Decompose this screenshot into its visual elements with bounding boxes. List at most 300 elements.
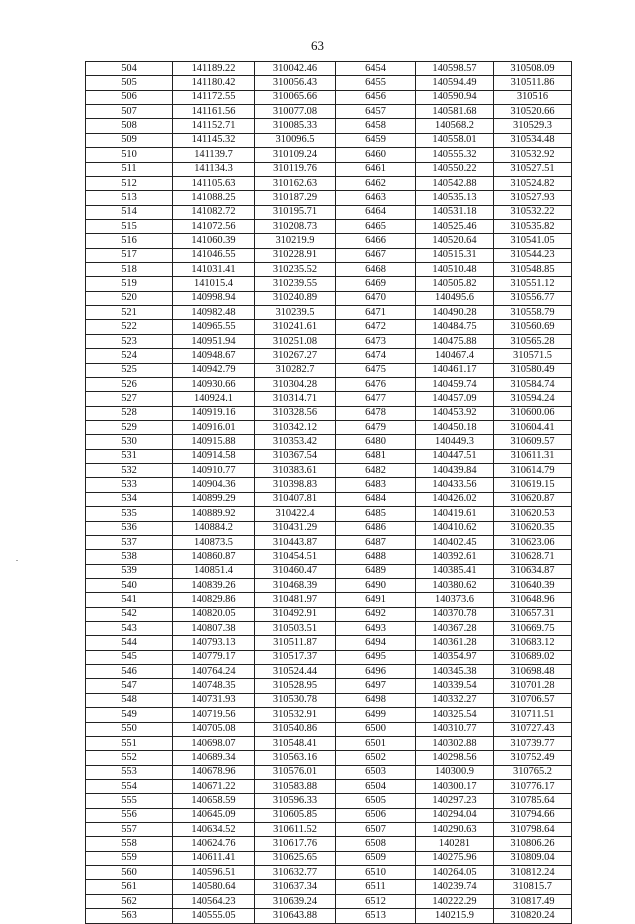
- cell-point-number: 6461: [336, 162, 416, 176]
- cell-x-coordinate: 140910.77: [173, 464, 255, 478]
- cell-x-coordinate: 140426.02: [416, 492, 494, 506]
- cell-y-coordinate: 310516: [494, 90, 572, 104]
- cell-x-coordinate: 140555.05: [173, 909, 255, 923]
- cell-y-coordinate: 310065.66: [255, 90, 336, 104]
- cell-y-coordinate: 310527.51: [494, 162, 572, 176]
- cell-x-coordinate: 140495.6: [416, 291, 494, 305]
- cell-y-coordinate: 310532.22: [494, 205, 572, 219]
- cell-point-number: 529: [86, 420, 173, 434]
- cell-x-coordinate: 140239.74: [416, 880, 494, 894]
- table-row: [86, 578, 572, 592]
- cell-y-coordinate: 310431.29: [255, 521, 336, 535]
- cell-point-number: 542: [86, 607, 173, 621]
- cell-y-coordinate: 310540.86: [255, 722, 336, 736]
- cell-point-number: 6512: [336, 894, 416, 908]
- cell-point-number: 512: [86, 176, 173, 190]
- cell-x-coordinate: 140433.56: [416, 478, 494, 492]
- table-row: [86, 363, 572, 377]
- cell-point-number: 6494: [336, 636, 416, 650]
- cell-y-coordinate: 310605.85: [255, 808, 336, 822]
- cell-y-coordinate: 310637.34: [255, 880, 336, 894]
- table-row: [86, 449, 572, 463]
- cell-x-coordinate: 140998.94: [173, 291, 255, 305]
- cell-point-number: 6511: [336, 880, 416, 894]
- page-number: 63: [311, 38, 324, 53]
- cell-point-number: 6496: [336, 665, 416, 679]
- cell-y-coordinate: 310701.28: [494, 679, 572, 693]
- cell-y-coordinate: 310398.83: [255, 478, 336, 492]
- cell-point-number: 559: [86, 851, 173, 865]
- cell-x-coordinate: 140354.97: [416, 650, 494, 664]
- cell-x-coordinate: 140300.17: [416, 779, 494, 793]
- cell-y-coordinate: 310528.95: [255, 679, 336, 693]
- cell-y-coordinate: 310468.39: [255, 578, 336, 592]
- cell-point-number: 6488: [336, 550, 416, 564]
- cell-x-coordinate: 140275.96: [416, 851, 494, 865]
- cell-point-number: 536: [86, 521, 173, 535]
- cell-x-coordinate: 140807.38: [173, 622, 255, 636]
- cell-point-number: 505: [86, 76, 173, 90]
- cell-x-coordinate: 140447.51: [416, 449, 494, 463]
- cell-point-number: 526: [86, 377, 173, 391]
- table-row: [86, 191, 572, 205]
- cell-x-coordinate: 140873.5: [173, 535, 255, 549]
- cell-y-coordinate: 310576.01: [255, 765, 336, 779]
- cell-y-coordinate: 310353.42: [255, 435, 336, 449]
- table-row: [86, 722, 572, 736]
- cell-y-coordinate: 310620.87: [494, 492, 572, 506]
- cell-point-number: 519: [86, 277, 173, 291]
- cell-point-number: 6489: [336, 564, 416, 578]
- cell-y-coordinate: 310689.02: [494, 650, 572, 664]
- cell-x-coordinate: 140671.22: [173, 779, 255, 793]
- cell-point-number: 6505: [336, 794, 416, 808]
- cell-y-coordinate: 310584.74: [494, 377, 572, 391]
- cell-y-coordinate: 310643.88: [255, 909, 336, 923]
- cell-y-coordinate: 310304.28: [255, 377, 336, 391]
- cell-point-number: 555: [86, 794, 173, 808]
- cell-y-coordinate: 310617.76: [255, 837, 336, 851]
- cell-point-number: 528: [86, 406, 173, 420]
- table-row: [86, 880, 572, 894]
- table-row: [86, 794, 572, 808]
- cell-y-coordinate: 310776.17: [494, 779, 572, 793]
- cell-point-number: 6464: [336, 205, 416, 219]
- cell-point-number: 532: [86, 464, 173, 478]
- cell-x-coordinate: 140370.78: [416, 607, 494, 621]
- cell-point-number: 549: [86, 708, 173, 722]
- cell-x-coordinate: 140302.88: [416, 736, 494, 750]
- cell-y-coordinate: 310639.24: [255, 894, 336, 908]
- table-row: [86, 765, 572, 779]
- cell-x-coordinate: 140215.9: [416, 909, 494, 923]
- cell-x-coordinate: 140484.75: [416, 320, 494, 334]
- cell-point-number: 6457: [336, 105, 416, 119]
- cell-x-coordinate: 140459.74: [416, 377, 494, 391]
- cell-x-coordinate: 141139.7: [173, 148, 255, 162]
- cell-x-coordinate: 140829.86: [173, 593, 255, 607]
- cell-point-number: 6502: [336, 751, 416, 765]
- cell-y-coordinate: 310532.91: [255, 708, 336, 722]
- cell-y-coordinate: 310407.81: [255, 492, 336, 506]
- cell-x-coordinate: 140748.35: [173, 679, 255, 693]
- cell-x-coordinate: 140294.04: [416, 808, 494, 822]
- cell-y-coordinate: 310594.24: [494, 392, 572, 406]
- table-row: [86, 823, 572, 837]
- cell-y-coordinate: 310544.23: [494, 248, 572, 262]
- table-row: [86, 693, 572, 707]
- cell-y-coordinate: 310541.05: [494, 234, 572, 248]
- cell-x-coordinate: 140658.59: [173, 794, 255, 808]
- cell-y-coordinate: 310623.06: [494, 535, 572, 549]
- table-row: [86, 478, 572, 492]
- cell-x-coordinate: 140916.01: [173, 420, 255, 434]
- table-row: [86, 622, 572, 636]
- cell-y-coordinate: 310383.61: [255, 464, 336, 478]
- table-row: [86, 492, 572, 506]
- cell-point-number: 521: [86, 306, 173, 320]
- cell-y-coordinate: 310503.51: [255, 622, 336, 636]
- cell-x-coordinate: 140490.28: [416, 306, 494, 320]
- table-row: [86, 320, 572, 334]
- cell-point-number: 509: [86, 133, 173, 147]
- cell-point-number: 6481: [336, 449, 416, 463]
- cell-point-number: 6475: [336, 363, 416, 377]
- table-row: [86, 291, 572, 305]
- cell-point-number: 540: [86, 578, 173, 592]
- table-row: [86, 464, 572, 478]
- cell-x-coordinate: 140439.84: [416, 464, 494, 478]
- cell-y-coordinate: 310228.91: [255, 248, 336, 262]
- cell-point-number: 6480: [336, 435, 416, 449]
- cell-x-coordinate: 140965.55: [173, 320, 255, 334]
- table-row: [86, 866, 572, 880]
- cell-point-number: 550: [86, 722, 173, 736]
- table-row: [86, 234, 572, 248]
- cell-y-coordinate: 310314.71: [255, 392, 336, 406]
- cell-point-number: 6500: [336, 722, 416, 736]
- table-row: [86, 535, 572, 549]
- cell-y-coordinate: 310551.12: [494, 277, 572, 291]
- cell-point-number: 6477: [336, 392, 416, 406]
- cell-point-number: 6467: [336, 248, 416, 262]
- cell-x-coordinate: 140951.94: [173, 334, 255, 348]
- cell-x-coordinate: 140779.17: [173, 650, 255, 664]
- cell-point-number: 538: [86, 550, 173, 564]
- cell-x-coordinate: 141031.41: [173, 263, 255, 277]
- cell-point-number: 6458: [336, 119, 416, 133]
- cell-y-coordinate: 310640.39: [494, 578, 572, 592]
- cell-point-number: 514: [86, 205, 173, 219]
- cell-x-coordinate: 141134.3: [173, 162, 255, 176]
- cell-point-number: 551: [86, 736, 173, 750]
- cell-y-coordinate: 310195.71: [255, 205, 336, 219]
- cell-point-number: 543: [86, 622, 173, 636]
- cell-y-coordinate: 310367.54: [255, 449, 336, 463]
- cell-y-coordinate: 310328.56: [255, 406, 336, 420]
- cell-point-number: 561: [86, 880, 173, 894]
- cell-y-coordinate: 310454.51: [255, 550, 336, 564]
- table-row: [86, 349, 572, 363]
- cell-x-coordinate: 140678.96: [173, 765, 255, 779]
- table-row: [86, 909, 572, 923]
- cell-y-coordinate: 310648.96: [494, 593, 572, 607]
- cell-x-coordinate: 141046.55: [173, 248, 255, 262]
- cell-x-coordinate: 141161.56: [173, 105, 255, 119]
- cell-x-coordinate: 140764.24: [173, 665, 255, 679]
- cell-point-number: 6483: [336, 478, 416, 492]
- cell-x-coordinate: 140793.13: [173, 636, 255, 650]
- cell-y-coordinate: 310632.77: [255, 866, 336, 880]
- cell-x-coordinate: 140731.93: [173, 693, 255, 707]
- cell-y-coordinate: 310698.48: [494, 665, 572, 679]
- cell-y-coordinate: 310524.44: [255, 665, 336, 679]
- cell-point-number: 6474: [336, 349, 416, 363]
- cell-x-coordinate: 140520.64: [416, 234, 494, 248]
- cell-x-coordinate: 141172.55: [173, 90, 255, 104]
- cell-x-coordinate: 140461.17: [416, 363, 494, 377]
- table-row: [86, 679, 572, 693]
- cell-x-coordinate: 140510.48: [416, 263, 494, 277]
- cell-y-coordinate: 310534.48: [494, 133, 572, 147]
- cell-point-number: 6513: [336, 909, 416, 923]
- cell-x-coordinate: 140290.63: [416, 823, 494, 837]
- cell-x-coordinate: 140581.68: [416, 105, 494, 119]
- cell-y-coordinate: 310443.87: [255, 535, 336, 549]
- cell-point-number: 6503: [336, 765, 416, 779]
- cell-point-number: 547: [86, 679, 173, 693]
- cell-point-number: 548: [86, 693, 173, 707]
- cell-y-coordinate: 310596.33: [255, 794, 336, 808]
- table-row: [86, 593, 572, 607]
- cell-point-number: 510: [86, 148, 173, 162]
- cell-x-coordinate: 141082.72: [173, 205, 255, 219]
- cell-x-coordinate: 140889.92: [173, 507, 255, 521]
- cell-point-number: 507: [86, 105, 173, 119]
- cell-y-coordinate: 310620.53: [494, 507, 572, 521]
- cell-x-coordinate: 140851.4: [173, 564, 255, 578]
- table-row: [86, 334, 572, 348]
- cell-point-number: 6493: [336, 622, 416, 636]
- cell-x-coordinate: 140611.41: [173, 851, 255, 865]
- table-row: [86, 636, 572, 650]
- cell-x-coordinate: 140839.26: [173, 578, 255, 592]
- cell-y-coordinate: 310511.86: [494, 76, 572, 90]
- cell-y-coordinate: 310219.9: [255, 234, 336, 248]
- cell-point-number: 508: [86, 119, 173, 133]
- cell-y-coordinate: 310609.57: [494, 435, 572, 449]
- cell-point-number: 506: [86, 90, 173, 104]
- cell-point-number: 6506: [336, 808, 416, 822]
- cell-y-coordinate: 310556.77: [494, 291, 572, 305]
- cell-point-number: 6459: [336, 133, 416, 147]
- table-row: [86, 148, 572, 162]
- table-row: [86, 650, 572, 664]
- cell-point-number: 6495: [336, 650, 416, 664]
- cell-point-number: 516: [86, 234, 173, 248]
- cell-y-coordinate: 310614.79: [494, 464, 572, 478]
- cell-point-number: 504: [86, 62, 173, 76]
- cell-y-coordinate: 310251.08: [255, 334, 336, 348]
- cell-point-number: 6504: [336, 779, 416, 793]
- table-row: [86, 263, 572, 277]
- cell-y-coordinate: 310657.31: [494, 607, 572, 621]
- cell-y-coordinate: 310056.43: [255, 76, 336, 90]
- coordinates-table-body: [86, 62, 572, 924]
- cell-point-number: 518: [86, 263, 173, 277]
- cell-point-number: 6455: [336, 76, 416, 90]
- cell-x-coordinate: 140281: [416, 837, 494, 851]
- table-row: [86, 607, 572, 621]
- cell-point-number: 539: [86, 564, 173, 578]
- cell-x-coordinate: 140899.29: [173, 492, 255, 506]
- margin-mark: .: [16, 554, 18, 563]
- cell-y-coordinate: 310235.52: [255, 263, 336, 277]
- cell-x-coordinate: 141105.63: [173, 176, 255, 190]
- cell-y-coordinate: 310532.92: [494, 148, 572, 162]
- cell-point-number: 533: [86, 478, 173, 492]
- cell-x-coordinate: 140339.54: [416, 679, 494, 693]
- cell-x-coordinate: 140525.46: [416, 219, 494, 233]
- cell-x-coordinate: 140467.4: [416, 349, 494, 363]
- cell-x-coordinate: 140942.79: [173, 363, 255, 377]
- cell-y-coordinate: 310508.09: [494, 62, 572, 76]
- cell-point-number: 530: [86, 435, 173, 449]
- cell-x-coordinate: 140689.34: [173, 751, 255, 765]
- cell-y-coordinate: 310109.24: [255, 148, 336, 162]
- table-row: [86, 133, 572, 147]
- cell-x-coordinate: 141145.32: [173, 133, 255, 147]
- cell-x-coordinate: 140698.07: [173, 736, 255, 750]
- cell-x-coordinate: 140450.18: [416, 420, 494, 434]
- cell-x-coordinate: 140515.31: [416, 248, 494, 262]
- cell-point-number: 558: [86, 837, 173, 851]
- cell-point-number: 6486: [336, 521, 416, 535]
- table-row: [86, 406, 572, 420]
- cell-x-coordinate: 141180.42: [173, 76, 255, 90]
- cell-point-number: 552: [86, 751, 173, 765]
- cell-x-coordinate: 140919.16: [173, 406, 255, 420]
- cell-y-coordinate: 310583.88: [255, 779, 336, 793]
- table-row: [86, 665, 572, 679]
- cell-y-coordinate: 310560.69: [494, 320, 572, 334]
- cell-x-coordinate: 140982.48: [173, 306, 255, 320]
- cell-x-coordinate: 140930.66: [173, 377, 255, 391]
- cell-y-coordinate: 310809.04: [494, 851, 572, 865]
- cell-y-coordinate: 310492.91: [255, 607, 336, 621]
- cell-y-coordinate: 310422.4: [255, 507, 336, 521]
- cell-x-coordinate: 140624.76: [173, 837, 255, 851]
- table-row: [86, 521, 572, 535]
- cell-x-coordinate: 141152.71: [173, 119, 255, 133]
- cell-x-coordinate: 140332.27: [416, 693, 494, 707]
- cell-x-coordinate: 140373.6: [416, 593, 494, 607]
- cell-x-coordinate: 140297.23: [416, 794, 494, 808]
- cell-y-coordinate: 310600.06: [494, 406, 572, 420]
- cell-point-number: 534: [86, 492, 173, 506]
- cell-x-coordinate: 140590.94: [416, 90, 494, 104]
- cell-point-number: 6463: [336, 191, 416, 205]
- table-row: [86, 894, 572, 908]
- cell-point-number: 537: [86, 535, 173, 549]
- cell-point-number: 6478: [336, 406, 416, 420]
- cell-y-coordinate: 310239.5: [255, 306, 336, 320]
- cell-x-coordinate: 140580.64: [173, 880, 255, 894]
- table-row: [86, 205, 572, 219]
- table-row: [86, 435, 572, 449]
- cell-point-number: 511: [86, 162, 173, 176]
- cell-y-coordinate: 310529.3: [494, 119, 572, 133]
- cell-x-coordinate: 140402.45: [416, 535, 494, 549]
- cell-y-coordinate: 310535.82: [494, 219, 572, 233]
- cell-point-number: 6497: [336, 679, 416, 693]
- cell-x-coordinate: 140634.52: [173, 823, 255, 837]
- cell-x-coordinate: 140475.88: [416, 334, 494, 348]
- cell-point-number: 544: [86, 636, 173, 650]
- table-row: [86, 392, 572, 406]
- cell-point-number: 6491: [336, 593, 416, 607]
- cell-y-coordinate: 310628.71: [494, 550, 572, 564]
- cell-y-coordinate: 310669.75: [494, 622, 572, 636]
- cell-x-coordinate: 141015.4: [173, 277, 255, 291]
- cell-point-number: 6485: [336, 507, 416, 521]
- cell-x-coordinate: 140564.23: [173, 894, 255, 908]
- cell-y-coordinate: 310739.77: [494, 736, 572, 750]
- cell-y-coordinate: 310282.7: [255, 363, 336, 377]
- cell-y-coordinate: 310765.2: [494, 765, 572, 779]
- cell-y-coordinate: 310620.35: [494, 521, 572, 535]
- table-row: [86, 420, 572, 434]
- cell-x-coordinate: 140550.22: [416, 162, 494, 176]
- table-row: [86, 708, 572, 722]
- cell-x-coordinate: 140555.32: [416, 148, 494, 162]
- cell-x-coordinate: 140385.41: [416, 564, 494, 578]
- cell-y-coordinate: 310267.27: [255, 349, 336, 363]
- cell-x-coordinate: 141088.25: [173, 191, 255, 205]
- cell-point-number: 520: [86, 291, 173, 305]
- cell-point-number: 535: [86, 507, 173, 521]
- cell-point-number: 517: [86, 248, 173, 262]
- cell-y-coordinate: 310460.47: [255, 564, 336, 578]
- cell-y-coordinate: 310727.43: [494, 722, 572, 736]
- cell-point-number: 6490: [336, 578, 416, 592]
- table-row: [86, 837, 572, 851]
- cell-x-coordinate: 140645.09: [173, 808, 255, 822]
- cell-x-coordinate: 141189.22: [173, 62, 255, 76]
- cell-y-coordinate: 310563.16: [255, 751, 336, 765]
- cell-point-number: 523: [86, 334, 173, 348]
- cell-point-number: 562: [86, 894, 173, 908]
- cell-y-coordinate: 310565.28: [494, 334, 572, 348]
- cell-point-number: 527: [86, 392, 173, 406]
- table-row: [86, 90, 572, 104]
- cell-y-coordinate: 310187.29: [255, 191, 336, 205]
- table-row: [86, 219, 572, 233]
- cell-x-coordinate: 140457.09: [416, 392, 494, 406]
- cell-x-coordinate: 140300.9: [416, 765, 494, 779]
- cell-point-number: 524: [86, 349, 173, 363]
- table-row: [86, 377, 572, 391]
- cell-y-coordinate: 310517.37: [255, 650, 336, 664]
- cell-y-coordinate: 310239.55: [255, 277, 336, 291]
- cell-point-number: 6465: [336, 219, 416, 233]
- cell-x-coordinate: 140948.67: [173, 349, 255, 363]
- cell-y-coordinate: 310711.51: [494, 708, 572, 722]
- table-row: [86, 751, 572, 765]
- cell-y-coordinate: 310530.78: [255, 693, 336, 707]
- cell-x-coordinate: 140596.51: [173, 866, 255, 880]
- cell-x-coordinate: 140860.87: [173, 550, 255, 564]
